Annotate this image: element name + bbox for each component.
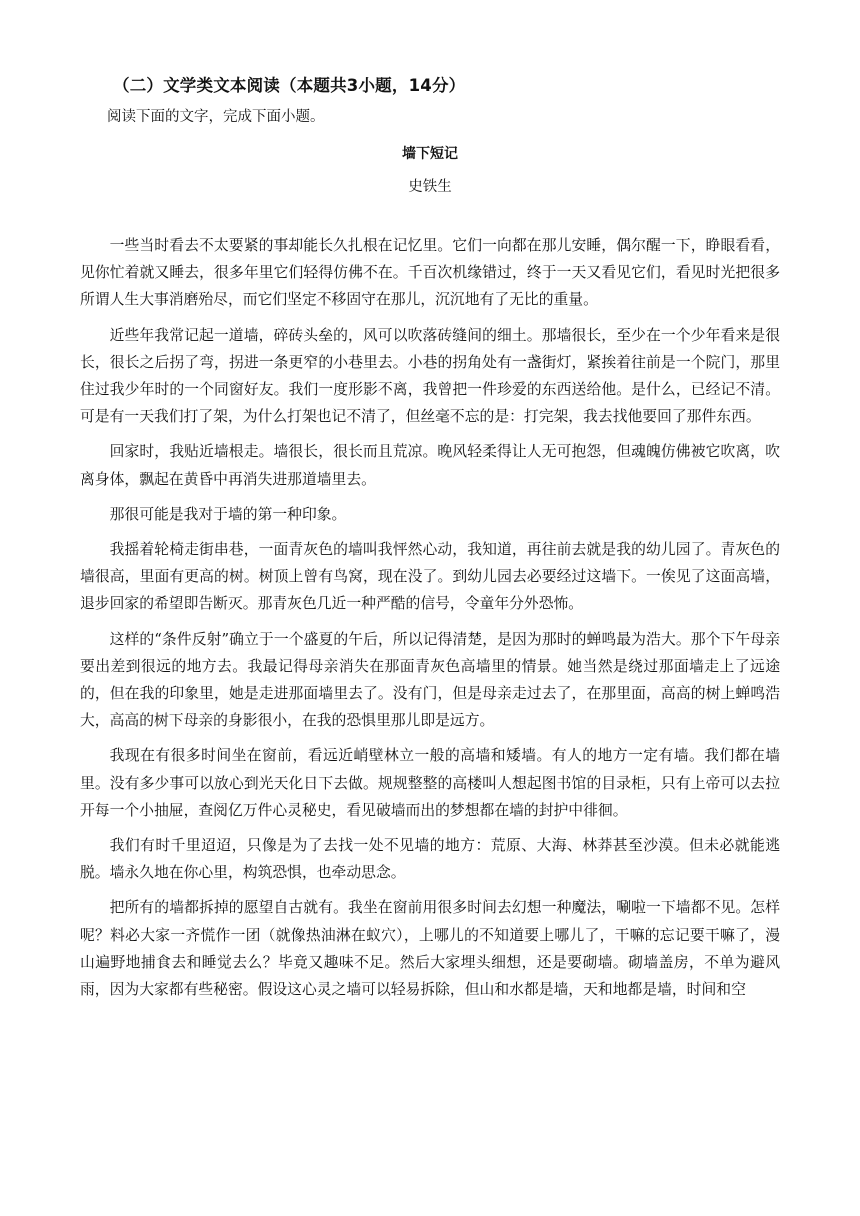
paragraph: 把所有的墙都拆掉的愿望自古就有。我坐在窗前用很多时间去幻想一种魔法，唰啦一下墙都不见。怎样呢？料必大家一齐慌作一团（就像热油淋在蚁穴），上哪儿的不知道要上哪儿了，干嘛的忘记要干嘛了，漫山遍野地捕食去和睡觉去么？毕竟又趣味不足。然后大家埋头细想，还是要砌墙。砌墙盖房，不单为避风雨，因为大家都有些秘密。假设这心灵之墙可以轻易拆除，但山和水都是墙，天和地都是墙，时间和空 <box>80 899 780 999</box>
section-heading: （二）文学类文本阅读（本题共3小题，14分） <box>113 76 466 95</box>
paragraph: 我摇着轮椅走街串巷，一面青灰色的墙叫我怦然心动，我知道，再往前去就是我的幼儿园了。青灰色的墙很高，里面有更高的树。树顶上曾有鸟窝，现在没了。到幼儿园去必要经过这墙下。一俟见了这面高墙，退步回家的希望即告断灭。那青灰色几近一种严酷的信号，令童年分外恐怖。 <box>80 541 780 613</box>
paragraph: 近些年我常记起一道墙，碎砖头垒的，风可以吹落砖缝间的细土。那墙很长，至少在一个少年看来是很长，很长之后拐了弯，拐进一条更窄的小巷里去。小巷的拐角处有一盏街灯，紧挨着往前是一个院门，那里住过我少年时的一个同窗好友。我们一度形影不离，我曾把一件珍爱的东西送给他。是什么，已经记不清。可是有一天我们打了架，为什么打架也记不清了，但丝毫不忘的是：打完架，我去找他要回了那件东西。 <box>80 326 780 426</box>
paragraph: 那很可能是我对于墙的第一种印象。 <box>109 505 347 523</box>
paragraph: 回家时，我贴近墙根走。墙很长，很长而且荒凉。晚风轻柔得让人无可抱怨，但魂魄仿佛被它吹离，吹离身体，飘起在黄昏中再消失进那道墙里去。 <box>80 443 780 488</box>
paragraph: 这样的“条件反射”确立于一个盛夏的午后，所以记得清楚，是因为那时的蝉鸣最为浩大。那个下午母亲要出差到很远的地方去。我最记得母亲消失在那面青灰色高墙里的情景。她当然是绕过那面墙走上了远途的，但在我的印象里，她是走进那面墙里去了。没有门，但是母亲走过去了，在那里面，高高的树上蝉鸣浩大，高高的树下母亲的身影很小，在我的恐惧里那儿即是远方。 <box>80 630 780 730</box>
article-title: 墙下短记 <box>402 146 458 162</box>
paragraph: 我现在有很多时间坐在窗前，看远近峭壁林立一般的高墙和矮墙。有人的地方一定有墙。我们都在墙里。没有多少事可以放心到光天化日下去做。规规整整的高楼叫人想起图书馆的目录柜，只有上帝可以去拉开每一个小抽屉，查阅亿万件心灵秘史，看见破墙而出的梦想都在墙的封护中徘徊。 <box>80 747 780 819</box>
article-body <box>80 232 780 1011</box>
reading-instruction: 阅读下面的文字，完成下面小题。 <box>107 109 325 125</box>
article-author: 史铁生 <box>408 179 452 195</box>
paragraph: 我们有时千里迢迢，只像是为了去找一处不见墙的地方：荒原、大海、林莽甚至沙漠。但未必就能逃脱。墙永久地在你心里，构筑恐惧，也牵动思念。 <box>80 837 780 882</box>
paragraph: 一些当时看去不太要紧的事却能长久扎根在记忆里。它们一向都在那儿安睡，偶尔醒一下，睁眼看看，见你忙着就又睡去，很多年里它们轻得仿佛不在。千百次机缘错过，终于一天又看见它们，看见时光把很多所谓人生大事消磨殆尽，而它们坚定不移固守在那儿，沉沉地有了无比的重量。 <box>80 237 780 309</box>
